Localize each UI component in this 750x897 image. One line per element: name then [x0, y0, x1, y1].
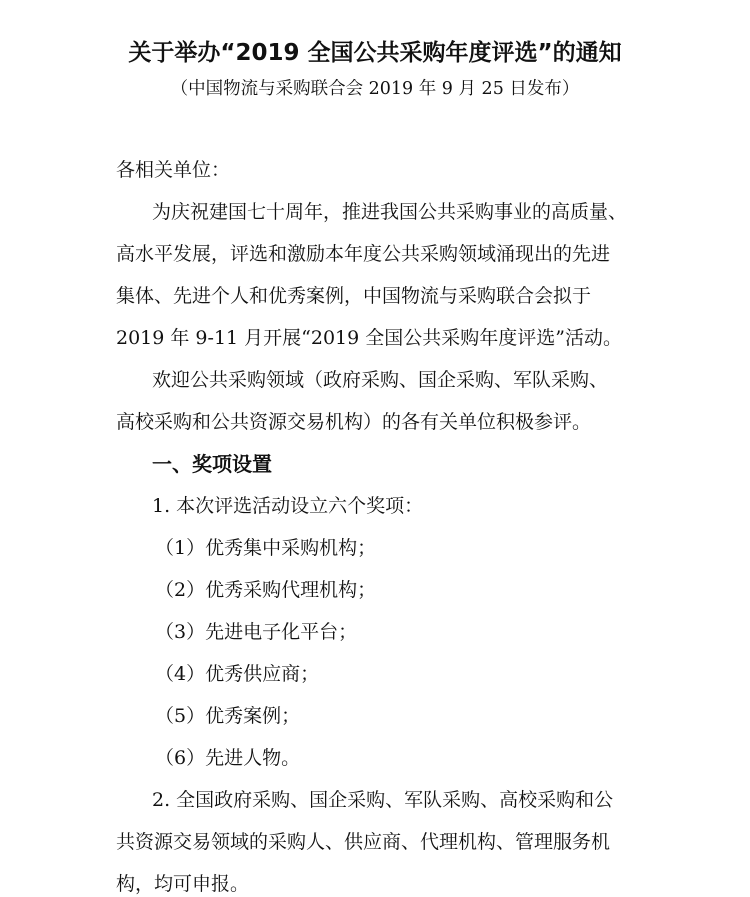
paragraph-line: 高校采购和公共资源交易机构）的各有关单位积极参评。 — [116, 411, 592, 433]
award-item: （4）优秀供应商； — [155, 663, 320, 685]
salutation: 各相关单位： — [116, 159, 231, 181]
paragraph-line: 2. 全国政府采购、国企采购、军队采购、高校采购和公 — [152, 789, 614, 811]
paragraph-line: 构，均可申报。 — [116, 873, 250, 895]
document-subtitle: （中国物流与采购联合会 2019 年 9 月 25 日发布） — [170, 79, 580, 99]
paragraph-line: 2019 年 9-11 月开展“2019 全国公共采购年度评选”活动。 — [116, 327, 622, 349]
list-intro: 1. 本次评选活动设立六个奖项： — [152, 495, 424, 517]
paragraph-line: 集体、先进个人和优秀案例，中国物流与采购联合会拟于 — [116, 285, 592, 307]
paragraph-line: 为庆祝建国七十周年，推进我国公共采购事业的高质量、 — [152, 201, 628, 223]
award-item: （1）优秀集中采购机构； — [155, 537, 377, 559]
award-item: （6）先进人物。 — [155, 747, 301, 769]
paragraph-line: 高水平发展，评选和激励本年度公共采购领域涌现出的先进 — [116, 243, 611, 265]
document-title: 关于举办“2019 全国公共采购年度评选”的通知 — [128, 40, 622, 66]
award-item: （2）优秀采购代理机构； — [155, 579, 377, 601]
award-item: （3）先进电子化平台； — [155, 621, 358, 643]
paragraph-line: 欢迎公共采购领域（政府采购、国企采购、军队采购、 — [152, 369, 609, 391]
award-item: （5）优秀案例； — [155, 705, 301, 727]
paragraph-line: 共资源交易领域的采购人、供应商、代理机构、管理服务机 — [116, 831, 611, 853]
section-heading: 一、奖项设置 — [152, 452, 272, 476]
